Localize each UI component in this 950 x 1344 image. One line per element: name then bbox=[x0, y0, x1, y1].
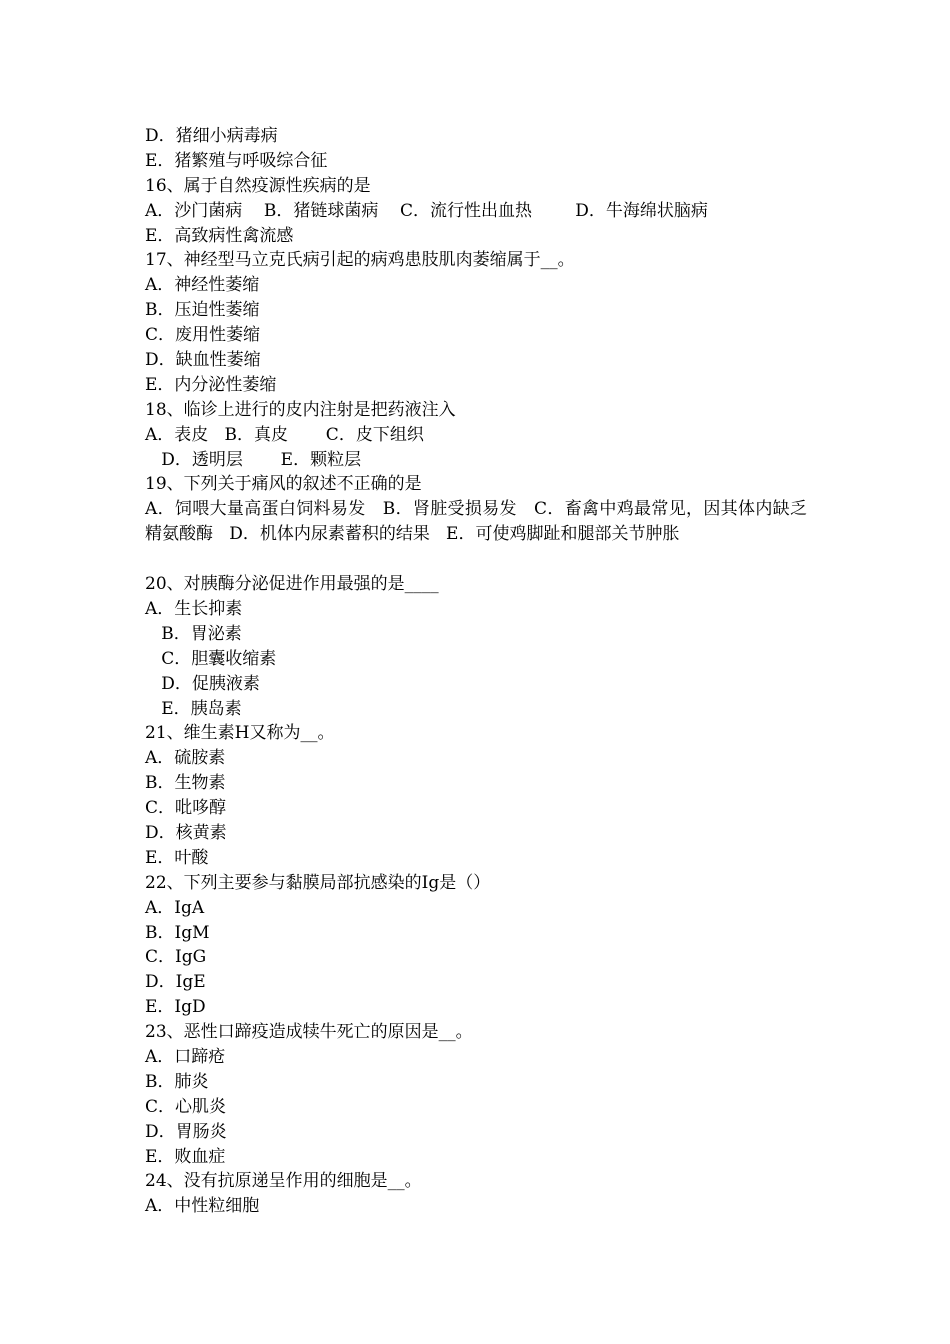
options-de-q18: D．透明层 E．颗粒层 bbox=[145, 449, 362, 470]
option-d-q15: D．猪细小病毒病 bbox=[145, 126, 278, 146]
option-a-q17: A．神经性萎缩 bbox=[145, 275, 260, 296]
question-17: 17、神经型马立克氏病引起的病鸡患肢肌肉萎缩属于__。 bbox=[145, 250, 575, 271]
option-d-q21: D．核黄素 bbox=[145, 822, 227, 843]
question-19: 19、下列关于痛风的叙述不正确的是 bbox=[145, 474, 422, 495]
option-c-q21: C．吡哆醇 bbox=[145, 798, 227, 819]
option-b-q21: B．生物素 bbox=[145, 773, 226, 794]
question-21: 21、维生素H又称为__。 bbox=[145, 723, 335, 744]
option-d-q22: D．IgE bbox=[145, 972, 206, 993]
option-e-q23: E．败血症 bbox=[145, 1146, 226, 1167]
question-22: 22、下列主要参与黏膜局部抗感染的Ig是（） bbox=[145, 872, 491, 893]
option-a-q22: A．IgA bbox=[145, 897, 205, 918]
option-a-q21: A．硫胺素 bbox=[145, 748, 226, 769]
options-q19: A．饲喂大量高蛋白饲料易发 B．肾脏受损易发 C．畜禽中鸡最常见，因其体内缺乏精氨酸酶 D．机体内尿素蓄积的结果 E．可使鸡脚趾和腿部关节肿胀 bbox=[145, 499, 807, 545]
options-q16: A．沙门菌病 B．猪链球菌病 C．流行性出血热 D．牛海绵状脑病 bbox=[145, 200, 708, 221]
option-b-q22: B．IgM bbox=[145, 922, 210, 943]
option-a-q20: A．生长抑素 bbox=[145, 598, 243, 619]
option-b-q20: B．胃泌素 bbox=[145, 623, 242, 644]
option-b-q17: B．压迫性萎缩 bbox=[145, 300, 260, 321]
option-d-q20: D．促胰液素 bbox=[145, 673, 260, 694]
option-e-q22: E．IgD bbox=[145, 997, 206, 1018]
option-c-q22: C．IgG bbox=[145, 947, 207, 968]
option-a-q23: A．口蹄疮 bbox=[145, 1046, 226, 1067]
option-e-q21: E．叶酸 bbox=[145, 847, 209, 868]
option-e-q17: E．内分泌性萎缩 bbox=[145, 374, 277, 395]
question-20: 20、对胰酶分泌促进作用最强的是____ bbox=[145, 574, 439, 595]
option-e-q16: E．高致病性禽流感 bbox=[145, 225, 294, 246]
option-b-q23: B．肺炎 bbox=[145, 1071, 209, 1092]
option-e-q20: E．胰岛素 bbox=[145, 698, 242, 719]
option-d-q17: D．缺血性萎缩 bbox=[145, 350, 261, 371]
option-c-q20: C．胆囊收缩素 bbox=[145, 648, 277, 669]
options-abc-q18: A．表皮 B．真皮 C．皮下组织 bbox=[145, 424, 424, 445]
option-c-q23: C．心肌炎 bbox=[145, 1096, 227, 1117]
option-a-q24: A．中性粒细胞 bbox=[145, 1196, 260, 1217]
option-e-q15: E．猪繁殖与呼吸综合征 bbox=[145, 150, 328, 171]
option-d-q23: D．胃肠炎 bbox=[145, 1121, 227, 1142]
option-c-q17: C．废用性萎缩 bbox=[145, 325, 261, 346]
question-24: 24、没有抗原递呈作用的细胞是__。 bbox=[145, 1171, 422, 1192]
question-16: 16、属于自然疫源性疾病的是 bbox=[145, 175, 371, 196]
question-23: 23、恶性口蹄疫造成犊牛死亡的原因是__。 bbox=[145, 1022, 473, 1043]
document-text bbox=[145, 124, 807, 1219]
question-18: 18、临诊上进行的皮内注射是把药液注入 bbox=[145, 399, 456, 420]
